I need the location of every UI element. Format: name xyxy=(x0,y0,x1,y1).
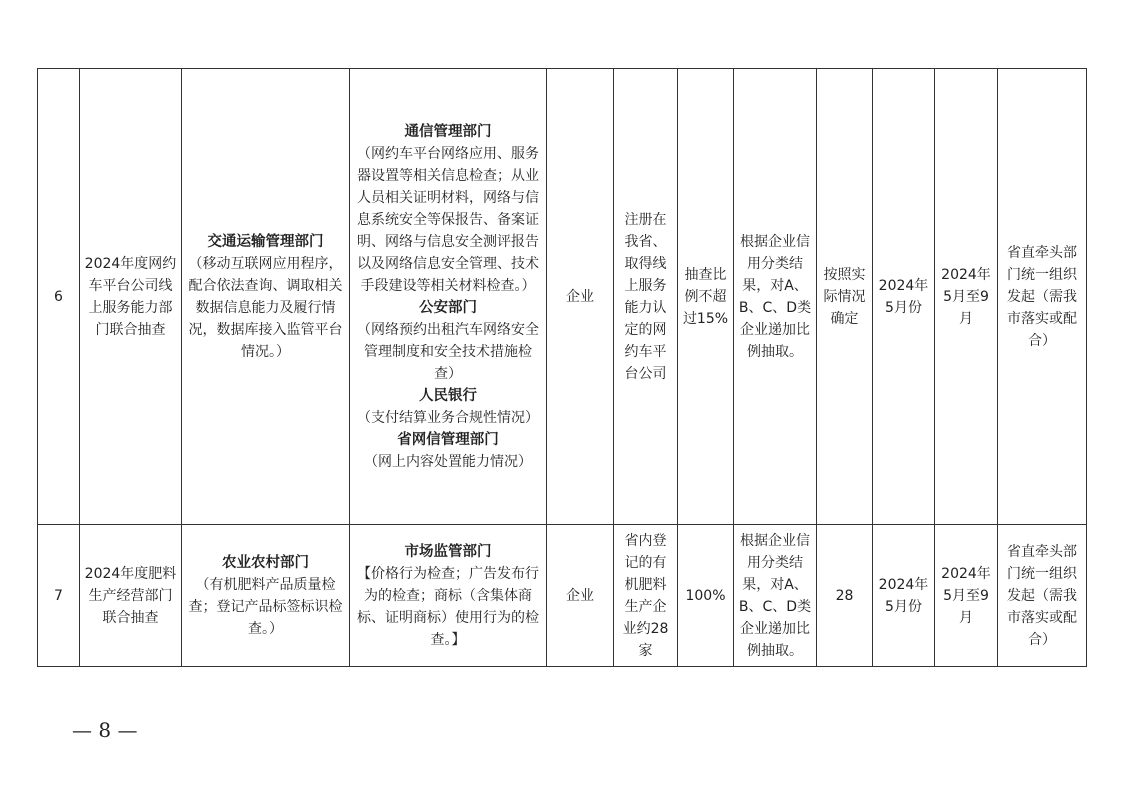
start-time: 2024年5月份 xyxy=(873,69,935,525)
remark: 省直牵头部门统一组织发起（需我市落实或配合） xyxy=(998,69,1087,525)
coop-desc: （网络预约出租汽车网络安全管理制度和安全技术措施检查） xyxy=(357,321,539,382)
period: 2024年5月至9月 xyxy=(935,69,998,525)
coop-dept-cell xyxy=(350,69,547,525)
lead-dept-cell xyxy=(182,525,350,667)
coop-desc: （网上内容处置能力情况） xyxy=(364,453,532,470)
coop-dept: 市场监管部门 xyxy=(404,543,492,560)
page-number: — 8 — xyxy=(72,718,138,742)
task-name: 2024年度肥料生产经营部门联合抽查 xyxy=(80,525,182,667)
sample-count: 28 xyxy=(817,525,873,667)
coop-dept: 省网信管理部门 xyxy=(397,431,499,448)
object-scope: 注册在我省、取得线上服务能力认定的网约车平台公司 xyxy=(614,69,678,525)
table-row xyxy=(38,69,1087,525)
period: 2024年5月至9月 xyxy=(935,525,998,667)
lead-desc: （有机肥料产品质量检查；登记产品标签标识检查。） xyxy=(188,576,343,637)
sample-method: 根据企业信用分类结果，对A、B、C、D类企业递加比例抽取。 xyxy=(734,69,817,525)
table-row xyxy=(38,525,1087,667)
coop-dept: 人民银行 xyxy=(419,387,477,404)
object-scope: 省内登记的有机肥料生产企业约28家 xyxy=(614,525,678,667)
sample-ratio: 100% xyxy=(678,525,734,667)
row-index: 6 xyxy=(38,69,80,525)
lead-dept: 农业农村部门 xyxy=(222,554,309,571)
sample-count: 按照实际情况确定 xyxy=(817,69,873,525)
object-type: 企业 xyxy=(547,69,614,525)
start-time: 2024年5月份 xyxy=(873,525,935,667)
coop-desc: 【价格行为检查；广告发布行为的检查；商标（含集体商标、证明商标）使用行为的检查。】 xyxy=(357,565,539,648)
remark: 省直牵头部门统一组织发起（需我市落实或配合） xyxy=(998,525,1087,667)
inspection-table xyxy=(37,68,1087,667)
sample-method: 根据企业信用分类结果，对A、B、C、D类企业递加比例抽取。 xyxy=(734,525,817,667)
object-type: 企业 xyxy=(547,525,614,667)
lead-desc: （移动互联网应用程序，配合依法查询、调取相关数据信息能力及履行情况，数据库接入监管平台情况。） xyxy=(188,255,343,360)
coop-desc: （网约车平台网络应用、服务器设置等相关信息检查；从业人员相关证明材料，网络与信息系统安全等保报告、备案证明、网络与信息安全测评报告以及网络信息安全管理、技术手段建设等相关材料检查。） xyxy=(357,145,539,294)
task-name: 2024年度网约车平台公司线上服务能力部门联合抽查 xyxy=(80,69,182,525)
sample-ratio: 抽查比例不超过15% xyxy=(678,69,734,525)
row-index: 7 xyxy=(38,525,80,667)
coop-desc: （支付结算业务合规性情况） xyxy=(357,409,539,426)
lead-dept-cell xyxy=(182,69,350,525)
coop-dept-cell xyxy=(350,525,547,667)
coop-dept: 公安部门 xyxy=(419,299,477,316)
lead-dept: 交通运输管理部门 xyxy=(207,233,324,250)
coop-dept: 通信管理部门 xyxy=(404,123,492,140)
